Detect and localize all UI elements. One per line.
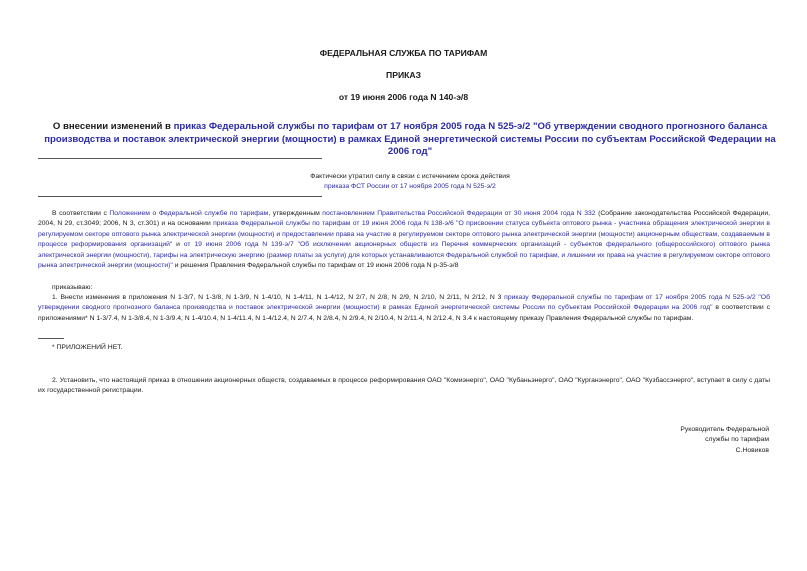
signature-name: С.Новиков — [735, 446, 769, 454]
preamble-text-1: В соответствии с — [52, 210, 110, 217]
order-word: приказываю: — [52, 284, 93, 291]
signature-block — [680, 425, 769, 456]
preamble-text-4: и — [172, 241, 184, 249]
item-1-text-1: 1. Внести изменения в приложения N 1-3/7, N 1-3/8, N 1-3/9, N 1-4/10, N 1-4/11, N 1-4/12, N 2/7, N 2/8, N 2/9, N 2/10, N 2/11, N 2/12, N 3 — [52, 294, 505, 301]
divider-bottom — [38, 196, 322, 197]
status-note-text: Фактически утратил силу в связи с истечением срока действия — [310, 173, 510, 180]
doc-type: ПРИКАЗ — [386, 70, 421, 80]
item-1-paragraph — [38, 293, 770, 324]
link-government-decree[interactable]: постановлением Правительства Российской Федерации от 30 июня 2004 года N 332 — [322, 210, 596, 217]
signature-line-1: Руководитель Федеральной — [680, 426, 769, 433]
document-title — [40, 121, 780, 159]
link-order-139[interactable]: от 19 июня 2006 года N 139-э/7 "Об исключении акционерных обществ из Перечня коммерческих организаций - субъектов федерального (общероссийского) оптового рынка электрической энергии (мощности), тарифы на электрическую энергию (размер платы за услуги) для которых устанавливаются Федеральной службой по тарифам, и лишении их права на участие в регулируемом секторе оптового рынка электрической энергии (мощности)" — [38, 241, 770, 270]
signature-line-2: службы по тарифам — [705, 436, 769, 444]
item-1-text-2: в соответствии с приложениями* N 1-3/7.4, N 1-3/8.4, N 1-3/9.4, N 1-4/10.4, N 1-4/11.4, N 1-4/12.4, N 2/7.4, N 2/8.4, N 2/9.4, N 2/10.4, N 2/11.4, N 2/12.4, N 3.4 к настоящему приказу Правления Федеральной службы по тарифам. — [38, 304, 770, 322]
status-note-link[interactable]: приказа ФСТ России от 17 ноября 2005 года N 525-э/2 — [324, 183, 496, 190]
agency-name: ФЕДЕРАЛЬНАЯ СЛУЖБА ПО ТАРИФАМ — [319, 48, 488, 58]
title-link[interactable]: приказ Федеральной службы по тарифам от 17 ноября 2005 года N 525-э/2 "Об утверждении сводного прогнозного баланса производства и поставок электрической энергии (мощности) в рамках Единой энергетической системы России по субъектам Российской Федерации на 2006 год" — [44, 121, 776, 157]
preamble-text-2: , утвержденным — [268, 210, 323, 217]
preamble-text-3: (Собрание законодательства Российской Федерации, 2004, N 29, ст.3049; 2006, N 3, ст.301) и на основании — [38, 210, 771, 228]
link-regulation[interactable]: Положением о Федеральной службе по тарифам — [109, 210, 269, 217]
divider-top — [38, 158, 322, 159]
status-note — [180, 172, 640, 192]
title-prefix: О внесении изменений в — [52, 121, 174, 132]
link-order-138[interactable]: приказа Федеральной службы по тарифам от 19 июня 2006 года N 138-э/6 "О присвоении статуса субъекта оптового рынка - участника обращения электрической энергии в регулируемом секторе оптового рынка электрической энергии (мощности) и предоставлении права на участие в регулируемом секторе оптового рынка электрической энергии (мощности) акционерным обществам, создаваемым в процессе реформирования организаций" — [38, 220, 770, 249]
preamble-paragraph — [38, 209, 770, 271]
item-2-paragraph: 2. Установить, что настоящий приказ в отношении акционерных обществ, создаваемых в процессе реформирования ОАО "Комиэнерго", ОАО "Кубаньэнерго", ОАО "Курганэнерго", ОАО "Кузбассэнерго", вступает в силу с даты их государственной регистрации. — [38, 377, 770, 395]
doc-date-number: от 19 июня 2006 года N 140-э/8 — [338, 92, 469, 102]
link-order-525[interactable]: приказу Федеральной службы по тарифам от 17 ноября 2005 года N 525-э/2 "Об утверждении сводного прогнозного баланса производства и поставок электрической энергии (мощности) в рамках Единой энергетической системы России по субъектам Российской Федерации на 2006 год" — [38, 294, 770, 312]
footnote-divider — [38, 338, 64, 339]
preamble-text-5: и решения Правления Федеральной службы по тарифам от 19 июня 2006 года N р-35-э/8 — [172, 262, 459, 270]
footnote: * ПРИЛОЖЕНИЙ НЕТ. — [52, 344, 123, 351]
